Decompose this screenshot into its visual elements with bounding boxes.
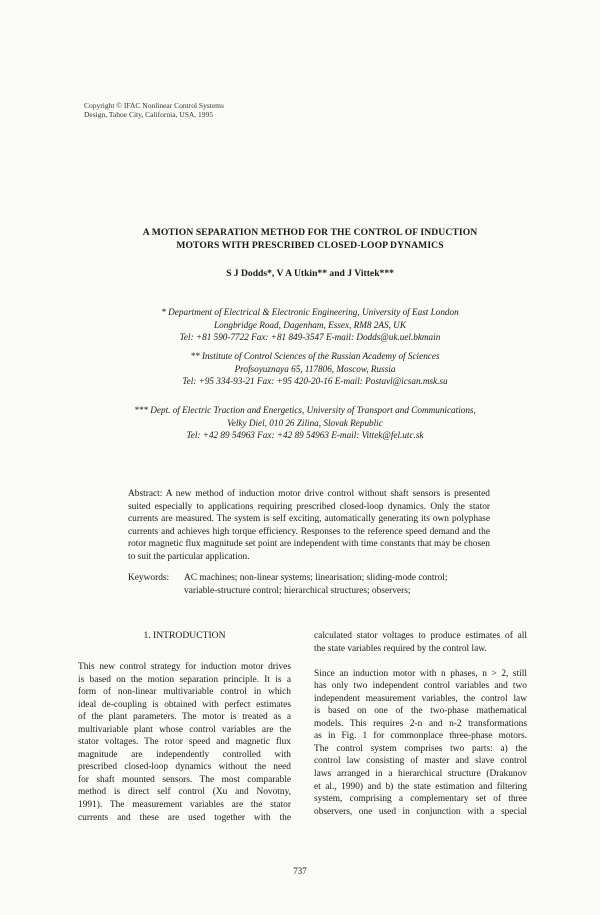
affiliation-line: * Department of Electrical & Electronic Engineering, University of East London [161, 307, 459, 317]
affiliation-line: Longbridge Road, Dagenham, Essex, RM8 2AS, UK [214, 319, 406, 330]
text-line: stator voltages. The rotor speed and magnetic flux [78, 737, 291, 748]
text-line: is based on the motion separation principle. It is a [78, 674, 291, 685]
text-line: 1991). The measurement variables are the stator [78, 800, 291, 811]
affiliation-1 [110, 306, 510, 344]
affiliation-line: Tel: +95 334-93-21 Fax: +95 420-20-16 E-mail: Postavl@icsan.msk.su [182, 376, 448, 386]
text-line: The control system comprises two parts: a) the [314, 743, 527, 754]
text-line: form of non-linear multivariable control in which [78, 687, 291, 698]
text-line: This new control strategy for induction motor drives [78, 662, 291, 672]
text-line: observers, one used in conjunction with a special [314, 806, 527, 817]
text-line: models. This requires 2-n and n-2 transformations [314, 718, 527, 729]
text-line: multivariable plant whose control variables are the [78, 724, 291, 735]
affiliation-2 [120, 350, 510, 388]
affiliation-line: Tel: +42 89 54963 Fax: +42 89 54963 E-mail: Vittek@fel.utc.sk [186, 430, 424, 440]
title-line-2: MOTORS WITH PRESCRIBED CLOSED-LOOP DYNAMICS [176, 240, 444, 251]
text-line: calculated stator voltages to produce estimates of all [314, 631, 527, 641]
keywords-label: Keywords: [128, 573, 170, 583]
text-line: the state variables required by the control law. [314, 643, 487, 654]
paragraph-gap [314, 655, 527, 668]
keywords-line-1: AC machines; non-linear systems; linearisation; sliding-mode control; [184, 573, 448, 583]
text-line: magnitude are independently controlled with [78, 749, 291, 760]
text-line: system, comprising a complementary set of three [314, 794, 527, 805]
author-list: S J Dodds*, V A Utkin** and J Vittek*** [226, 268, 394, 279]
paper-title [110, 226, 510, 252]
right-column-text [314, 630, 527, 818]
keywords [128, 572, 490, 597]
text-line: independent measurement variables, the control law [314, 693, 527, 704]
text-line: as in Fig. 1 for commonplace three-phase motors. [314, 731, 527, 742]
affiliation-line: Velky Diel, 010 26 Zilina, Slovak Republic [227, 417, 383, 428]
affiliation-line: Tel: +81 590-7722 Fax: +81 849-3547 E-mail: Dodds@uk.uel.bkmain [179, 332, 441, 342]
text-line: method is direct self control (Xu and Novotny, [78, 787, 291, 798]
text-line: Since an induction motor with n phases, n > 2, still [314, 668, 527, 679]
left-column-text [78, 661, 291, 824]
title-line-1: A MOTION SEPARATION METHOD FOR THE CONTROL OF INDUCTION [142, 227, 478, 238]
affiliation-3 [80, 404, 530, 442]
text-line: laws arranged in a hierarchical structure (Drakunov [314, 768, 527, 779]
copyright-line-2: Design, Tahoe City, California, USA, 1995 [84, 110, 214, 119]
text-line: is based on one of the two-phase mathematical [314, 706, 527, 717]
abstract: Abstract: A new method of induction motor drive control without shaft sensors is presented suited especially to applications requiring prescribed closed-loop dynamics. Only the stator currents are measured. The system is self exciting, automatically generating its own polyphase currents and achieves high torque efficiency. Responses to the reference speed demand and the rotor magnetic flux magnitude set point are independent with time constants that may be chosen to suit the particular application. [128, 489, 490, 562]
text-line: has only two independent control variables and two [314, 681, 527, 692]
affiliation-line: Profsoyuznaya 65, 117806, Moscow, Russia [234, 363, 396, 374]
text-line: control law consisting of master and slave control [314, 756, 527, 767]
text-line: et al., 1990) and b) the state estimation and filtering [314, 781, 527, 792]
text-line: for shaft mounted sensors. The most comparable [78, 774, 291, 785]
page-number: 737 [293, 866, 307, 876]
text-line: currents and these are used together with the [78, 812, 291, 823]
section-heading: 1. INTRODUCTION [143, 630, 226, 641]
keywords-line-2: variable-structure control; hierarchical structures; observers; [184, 585, 411, 596]
affiliation-line: ** Institute of Control Sciences of the Russian Academy of Sciences [190, 351, 440, 361]
affiliation-line: *** Dept. of Electric Traction and Energetics, University of Transport and Communications, [134, 405, 476, 415]
copyright-notice [84, 101, 334, 119]
copyright-line-1: Copyright © IFAC Nonlinear Control Systems [84, 101, 224, 110]
text-line: prescribed closed-loop dynamics without the need [78, 762, 291, 773]
text-line: of the plant parameters. The motor is treated as a [78, 712, 291, 723]
text-line: ideal de-coupling is obtained with perfect estimates [78, 699, 291, 710]
